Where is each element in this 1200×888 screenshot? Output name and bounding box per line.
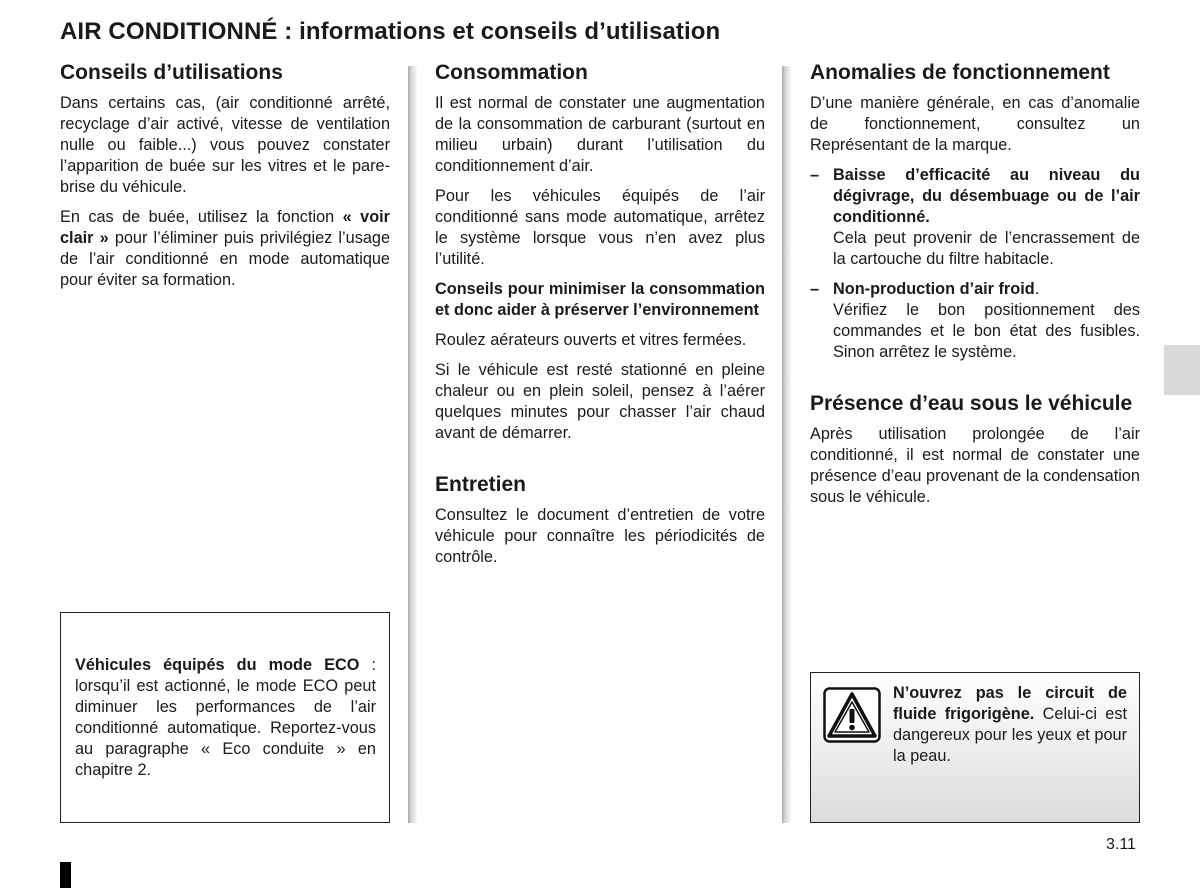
bold-text: Véhicules équipés du mode ECO — [75, 656, 360, 674]
column-divider — [782, 66, 792, 823]
eco-note-text — [75, 655, 376, 781]
section-heading-malfunctions: Anomalies de fonctionnement — [810, 61, 1110, 84]
column-divider — [408, 66, 418, 823]
bullet-title — [833, 165, 1140, 228]
bullet-dash: – — [810, 166, 820, 184]
bold-text: Conseils pour minimiser la consommation et donc aider à préserver l’environnement — [435, 280, 765, 319]
bullet-text: Cela peut provenir de l’encrassement de la cartouche du filtre habitacle. — [833, 229, 1140, 268]
bullet-title — [833, 279, 1140, 300]
warning-text — [893, 683, 1127, 767]
paragraph-contact-dealer: D’une manière générale, en cas d’anomalie de fonctionnement, consultez un Représentant de la marque. — [810, 94, 1140, 154]
section-heading-water-under-vehicle: Présence d’eau sous le véhicule — [810, 392, 1133, 415]
page-title: AIR CONDITIONNÉ : informations et conseils d’utilisation — [60, 18, 721, 45]
paragraph-condensation: Après utilisation prolongée de l’air conditionné, il est normal de constater une présence d’eau provenant de la condensation sous le véhicule. — [810, 425, 1140, 506]
paragraph-maintenance: Consultez le document d’entretien de votre véhicule pour connaître les périodicités de contrôle. — [435, 506, 765, 566]
paragraph-vents-open: Roulez aérateurs ouverts et vitres fermées. — [435, 331, 747, 349]
section-heading-usage-tips: Conseils d’utilisations — [60, 61, 283, 84]
bullet-text: Vérifiez le bon positionnement des commandes et le bon état des fusibles. Sinon arrêtez le système. — [833, 301, 1140, 361]
text-run: Celui-ci est dangereux pour les yeux et pour la peau. — [893, 705, 1127, 765]
warning-box — [810, 672, 1140, 823]
column-usage-tips — [60, 60, 390, 300]
paragraph-manual-ac: Pour les véhicules équipés de l’air conditionné sans mode automatique, arrêtez le système lorsque vous n’en avez plus l’utilité. — [435, 187, 765, 268]
bold-text: Baisse d’efficacité au niveau du dégivrage, du désembuage ou de l’air conditionné. — [833, 166, 1140, 226]
text-run: En cas de buée, utilisez la fonction — [60, 208, 343, 226]
page-number: 3.11 — [1106, 836, 1136, 853]
corner-mark — [60, 862, 71, 888]
chapter-tab — [1164, 345, 1200, 395]
bullet-dash: – — [810, 280, 820, 298]
tips-heading — [435, 279, 765, 321]
list-item — [810, 279, 1140, 363]
section-heading-consumption: Consommation — [435, 61, 588, 84]
paragraph-clear-view — [60, 207, 390, 291]
bold-text: Non-production d’air froid — [833, 280, 1035, 298]
text-run: . — [1034, 280, 1040, 298]
paragraph-parked-heat: Si le véhicule est resté stationné en pleine chaleur ou en plein soleil, pensez à l’aérer quelques minutes pour chasser l’air chaud avant de démarrer. — [435, 361, 765, 442]
column-consumption — [435, 60, 765, 577]
bold-text: N’ouvrez pas le circuit de fluide frigorigène. — [893, 684, 1127, 723]
text-run: : lorsqu’il est actionné, le mode ECO peut diminuer les performances de l’air conditionné automatique. Reportez-vous au paragraphe « Eco conduite » en chapitre 2. — [75, 656, 376, 779]
paragraph-consumption-increase: Il est normal de constater une augmentation de la consommation de carburant (surtout en milieu urbain) durant l’utilisation du conditionnement d’air. — [435, 94, 765, 175]
warning-triangle-icon — [823, 687, 881, 743]
bold-text: « voir clair » — [60, 208, 390, 247]
column-malfunctions — [810, 60, 1140, 517]
list-item — [810, 165, 1140, 270]
eco-mode-note-box — [60, 612, 390, 823]
paragraph-fog-causes: Dans certains cas, (air conditionné arrêté, recyclage d’air activé, vitesse de ventilation nulle ou faible...) vous pouvez constater l’apparition de buée sur les vitres et le pare-brise du véhicule. — [60, 94, 390, 196]
text-run: pour l’éliminer puis privilégiez l’usage de l’air conditionné en mode automatique pour éviter sa formation. — [60, 229, 390, 289]
section-heading-maintenance: Entretien — [435, 473, 527, 496]
